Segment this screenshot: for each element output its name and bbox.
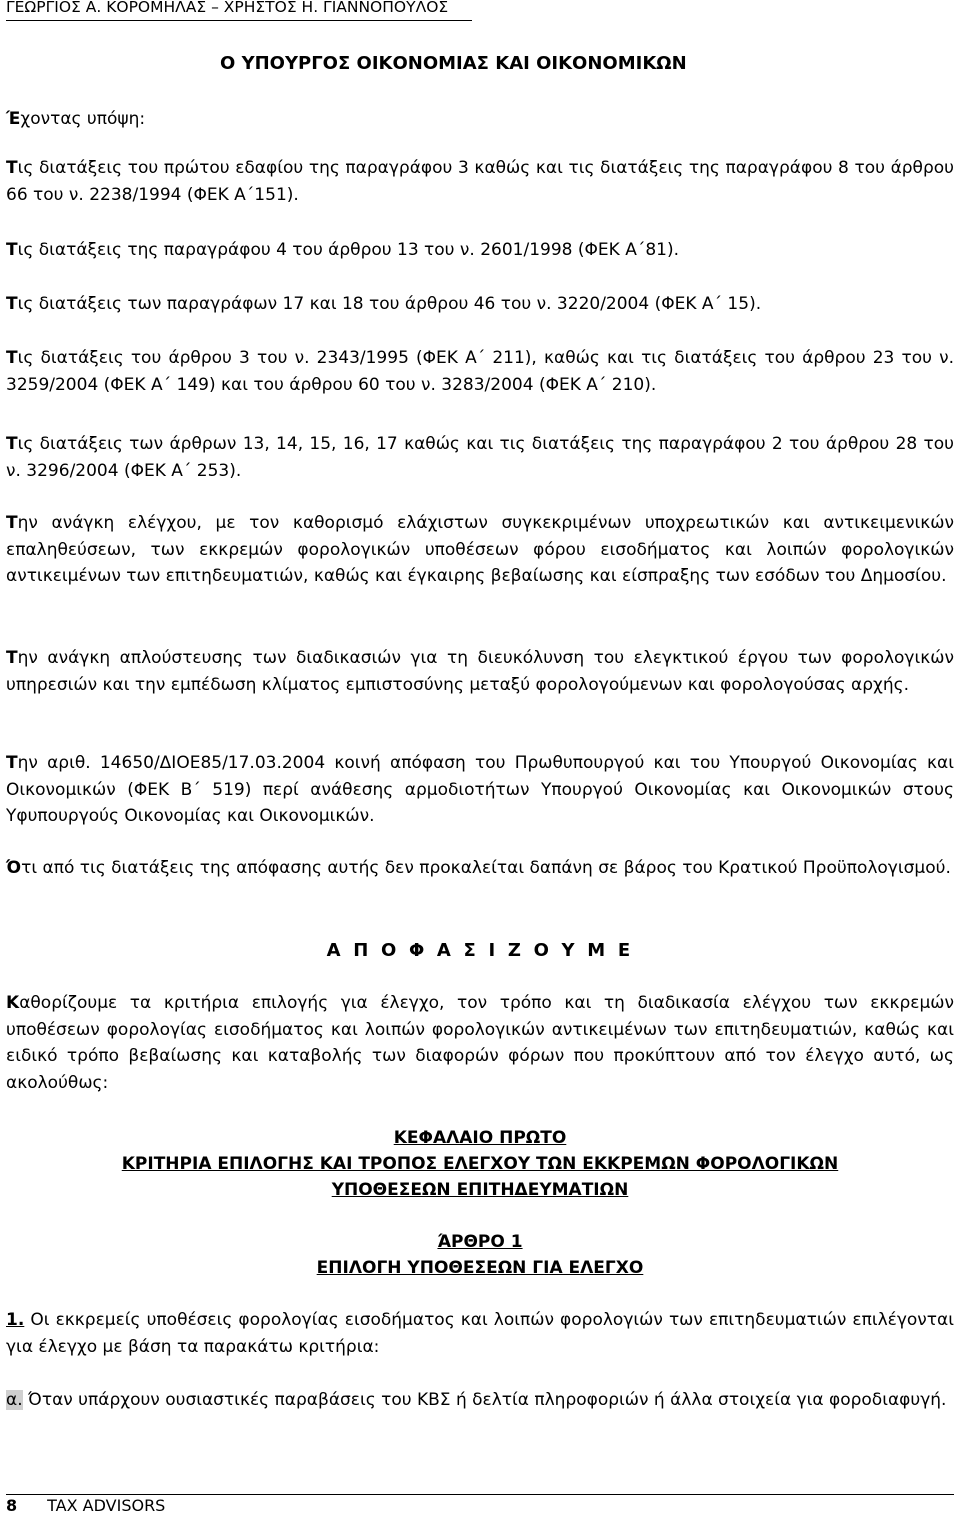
numbered-item: 1. Οι εκκρεμείς υποθέσεις φορολογίας εισοδήματος και λοιπών φορολογιών των επιτηδευματιών επιλέγονται για έλεγχο με βάση τα παρακάτω κριτήρια: [6,1310,954,1357]
chapter-number: ΚΕΦΑΛΑΙΟ ΠΡΩΤΟ [393,1128,567,1148]
issuer-title: Ο ΥΠΟΥΡΓΟΣ ΟΙΚΟΝΟΜΙΑΣ ΚΑΙ ΟΙΚΟΝΟΜΙΚΩΝ [220,53,687,74]
recital-paragraph: Τις διατάξεις των άρθρων 13, 14, 15, 16, 17 καθώς και τις διατάξεις της παραγράφου 2 του άρθρου 28 του ν. 3296/2004 (ΦΕΚ Α΄ 253). [6,434,954,481]
authors-line: ΓΕΩΡΓΙΟΣ Α. ΚΟΡΟΜΗΛΑΣ – ΧΡΗΣΤΟΣ Η. ΓΙΑΝΝΟΠΟΥΛΟΣ [6,0,449,16]
considering-label [6,106,145,132]
recital-paragraph: Την ανάγκη απλούστευσης των διαδικασιών για τη διευκόλυνση του ελεγκτικού έργου των φορολογικών υπηρεσιών και την εμπέδωση κλίματος εμπιστοσύνης μεταξύ φορολογούμενων και φορολογούσας αρχής. [6,648,954,695]
recital-paragraph: Τις διατάξεις των παραγράφων 17 και 18 του άρθρου 46 του ν. 3220/2004 (ΦΕΚ Α΄ 15). [6,294,762,314]
recital-paragraph: Τις διατάξεις του άρθρου 3 του ν. 2343/1995 (ΦΕΚ Α΄ 211), καθώς και τις διατάξεις του άρθρου 23 του ν. 3259/2004 (ΦΕΚ Α΄ 149) και του άρθρου 60 του ν. 3283/2004 (ΦΕΚ Α΄ 210). [6,348,954,395]
considering-initial: Έ [6,109,21,129]
lettered-item: α. Όταν υπάρχουν ουσιαστικές παραβάσεις του ΚΒΣ ή δελτία πληροφοριών ή άλλα στοιχεία για φοροδιαφυγή. [6,1390,947,1410]
running-header [6,0,472,21]
recital-paragraph: Την ανάγκη ελέγχου, με τον καθορισμό ελάχιστων συγκεκριμένων υποχρεωτικών και αντικειμενικών επαληθεύσεων, των εκκρεμών φορολογικών υποθέσεων φόρου εισοδήματος και λοιπών φορολογικών αντικειμένων των επιτηδευματιών, καθώς και έγκαιρης βεβαίωσης και είσπραξης των εσόδων του Δημοσίου. [6,513,954,586]
recital-paragraph: Ότι από τις διατάξεις της απόφασης αυτής δεν προκαλείται δαπάνη σε βάρος του Κρατικού Προϋπολογισμού. [6,858,951,878]
chapter-title-line: ΥΠΟΘΕΣΕΩΝ ΕΠΙΤΗΔΕΥΜΑΤΙΩΝ [331,1180,629,1200]
item-letter: α. [6,1390,23,1410]
chapter-title-line: ΚΡΙΤΗΡΙΑ ΕΠΙΛΟΓΗΣ ΚΑΙ ΤΡΟΠΟΣ ΕΛΕΓΧΟΥ ΤΩΝ ΕΚΚΡΕΜΩΝ ΦΟΡΟΛΟΓΙΚΩΝ [121,1154,839,1174]
recital-paragraph: Την αριθ. 14650/ΔΙΟΕ85/17.03.2004 κοινή απόφαση του Πρωθυπουργού και του Υπουργού Οικονομίας και Οικονομικών (ΦΕΚ Β΄ 519) περί ανάθεσης αρμοδιοτήτων Υπουργού Οικονομίας και Οικονομικών στους Υφυπουργούς Οικονομίας και Οικονομικών. [6,753,954,826]
intro-paragraph: Καθορίζουμε τα κριτήρια επιλογής για έλεγχο, τον τρόπο και τη διαδικασία ελέγχου των εκκρεμών υποθέσεων φορολογίας εισοδήματος και λοιπών φορολογικών αντικειμένων των επιτηδευματιών, καθώς και ειδικό τρόπο βεβαίωσης και καταβολής των διαφορών φόρων που προκύπτουν από τον έλεγχο αυτό, ως ακολούθως: [6,993,954,1093]
considering-text: χοντας υπόψη: [20,109,146,129]
page-footer [6,1494,954,1516]
publisher-name: TAX ADVISORS [47,1496,166,1515]
recital-paragraph: Τις διατάξεις του πρώτου εδαφίου της παραγράφου 3 καθώς και τις διατάξεις της παραγράφου 8 του άρθρου 66 του ν. 2238/1994 (ΦΕΚ Α΄151). [6,158,954,205]
recital-paragraph: Τις διατάξεις της παραγράφου 4 του άρθρου 13 του ν. 2601/1998 (ΦΕΚ Α΄81). [6,240,679,260]
page-number: 8 [6,1496,18,1515]
article-title: ΕΠΙΛΟΓΗ ΥΠΟΘΕΣΕΩΝ ΓΙΑ ΕΛΕΓΧΟ [316,1258,644,1278]
decide-heading: Α Π Ο Φ Α Σ Ι Ζ Ο Υ Μ Ε [326,940,634,961]
article-number: ΆΡΘΡΟ 1 [437,1232,523,1252]
item-number: 1. [6,1310,25,1330]
